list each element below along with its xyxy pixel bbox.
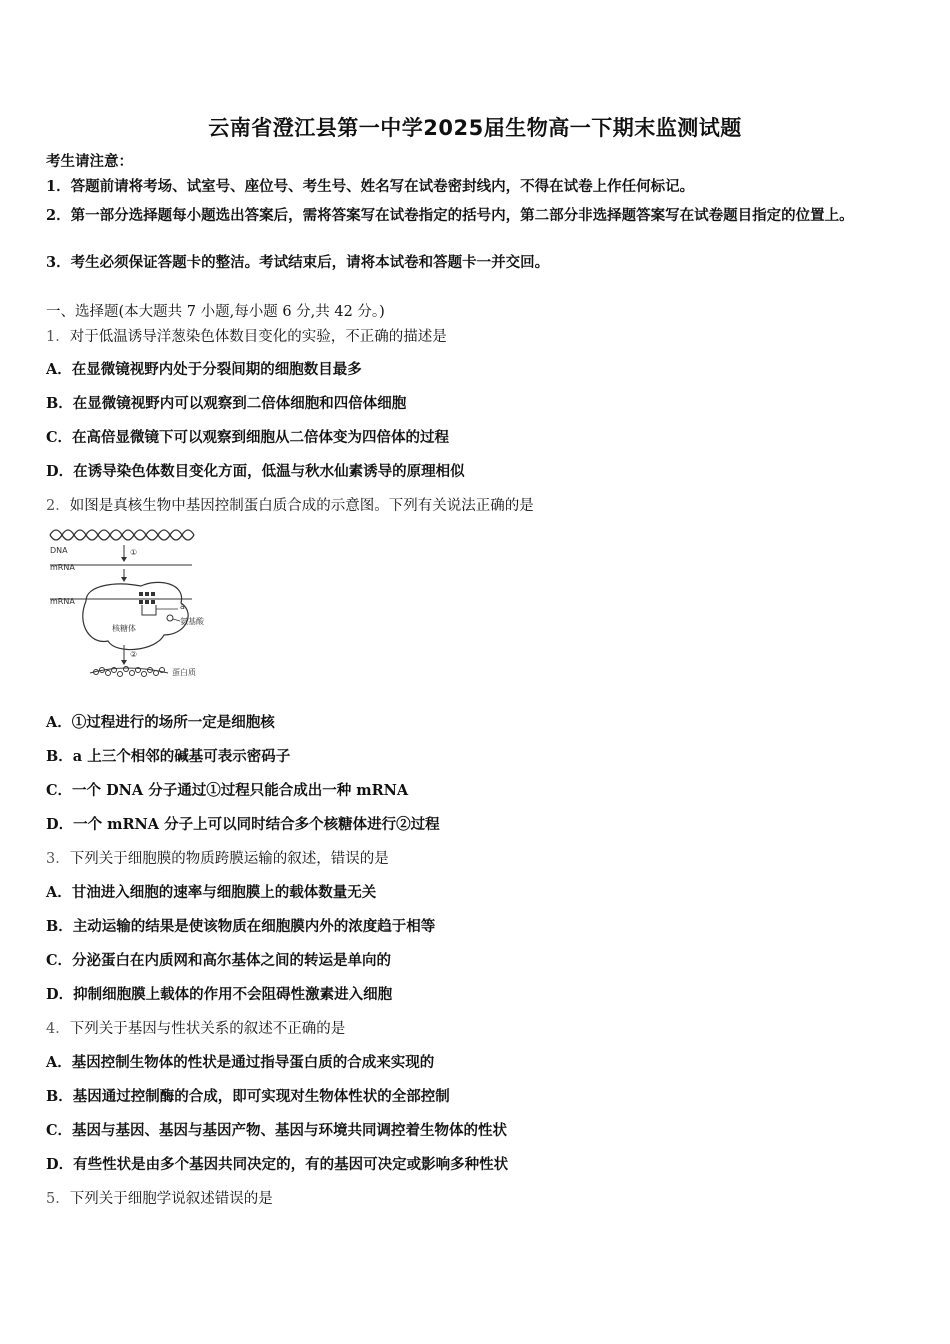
question-4-stem — [46, 1020, 345, 1038]
question-5-stem — [46, 1190, 273, 1208]
notice-item-2: 2．第一部分选择题每小题选出答案后，需将答案写在试卷指定的括号内，第二部分非选择题答案写在试卷题目指定的位置上。 — [46, 207, 854, 224]
question-2-stem — [46, 497, 534, 515]
step-1-label: ① — [130, 548, 138, 557]
question-text: 下列关于细胞膜的物质跨膜运输的叙述，错误的是 — [69, 851, 389, 867]
notice-heading: 考生请注意： — [46, 153, 133, 170]
question-3-option-a: A．甘油进入细胞的速率与细胞膜上的载体数量无关 — [46, 884, 377, 901]
notice-item-1: 1．答题前请将考场、试室号、座位号、考生号、姓名写在试卷密封线内，不得在试卷上作任何标记。 — [46, 178, 695, 195]
question-4-option-c: C．基因与基因、基因与基因产物、基因与环境共同调控着生物体的性状 — [46, 1122, 508, 1139]
mrna-label-1: mRNA — [50, 563, 75, 572]
question-2-option-b: B．a 上三个相邻的碱基可表示密码子 — [46, 748, 291, 765]
dna-label: DNA — [50, 546, 68, 555]
section-heading: 一、选择题(本大题共 7 小题,每小题 6 分,共 42 分。) — [46, 304, 385, 320]
question-3-option-d: D．抑制细胞膜上载体的作用不会阻碍性激素进入细胞 — [46, 986, 393, 1003]
question-text: 下列关于基因与性状关系的叙述不正确的是 — [69, 1021, 346, 1037]
label-a: a — [180, 602, 185, 611]
question-1-option-d: D．在诱导染色体数目变化方面，低温与秋水仙素诱导的原理相似 — [46, 463, 465, 480]
question-1-option-a: A．在显微镜视野内处于分裂间期的细胞数目最多 — [46, 361, 362, 378]
question-number: 1． — [46, 329, 70, 345]
question-number: 3． — [46, 851, 70, 867]
ribosome-label: 核糖体 — [112, 624, 136, 633]
question-number: 4． — [46, 1021, 70, 1037]
question-number: 2． — [46, 498, 70, 514]
question-4-option-a: A．基因控制生物体的性状是通过指导蛋白质的合成来实现的 — [46, 1054, 435, 1071]
step-2-label: ② — [130, 650, 138, 659]
page-title: 云南省澄江县第一中学2025届生物高一下期末监测试题 — [208, 116, 742, 140]
notice-item-3: 3．考生必须保证答题卡的整洁。考试结束后，请将本试卷和答题卡一并交回。 — [46, 254, 550, 271]
protein-chain — [90, 667, 168, 677]
question-1-option-c: C．在高倍显微镜下可以观察到细胞从二倍体变为四倍体的过程 — [46, 429, 450, 446]
amino-acid-label: 氨基酸 — [180, 617, 204, 626]
question-3-option-c: C．分泌蛋白在内质网和高尔基体之间的转运是单向的 — [46, 952, 392, 969]
question-4-option-d: D．有些性状是由多个基因共同决定的，有的基因可决定或影响多种性状 — [46, 1156, 509, 1173]
gene-expression-diagram — [46, 523, 216, 683]
question-2-option-c: C．一个 DNA 分子通过①过程只能合成出一种 mRNA — [46, 782, 409, 799]
mrna-label-2: mRNA — [50, 597, 75, 606]
question-3-option-b: B．主动运输的结果是使该物质在细胞膜内外的浓度趋于相等 — [46, 918, 436, 935]
question-4-option-b: B．基因通过控制酶的合成，即可实现对生物体性状的全部控制 — [46, 1088, 450, 1105]
question-text: 下列关于细胞学说叙述错误的是 — [69, 1191, 273, 1207]
question-2-option-a: A．①过程进行的场所一定是细胞核 — [46, 714, 275, 731]
question-1-stem — [46, 328, 447, 346]
question-3-stem — [46, 850, 389, 868]
question-number: 5． — [46, 1191, 70, 1207]
question-text: 对于低温诱导洋葱染色体数目变化的实验，不正确的描述是 — [69, 329, 447, 345]
question-text: 如图是真核生物中基因控制蛋白质合成的示意图。下列有关说法正确的是 — [69, 498, 534, 514]
question-2-option-d: D．一个 mRNA 分子上可以同时结合多个核糖体进行②过程 — [46, 816, 440, 833]
protein-label: 蛋白质 — [172, 668, 196, 677]
question-1-option-b: B．在显微镜视野内可以观察到二倍体细胞和四倍体细胞 — [46, 395, 407, 412]
